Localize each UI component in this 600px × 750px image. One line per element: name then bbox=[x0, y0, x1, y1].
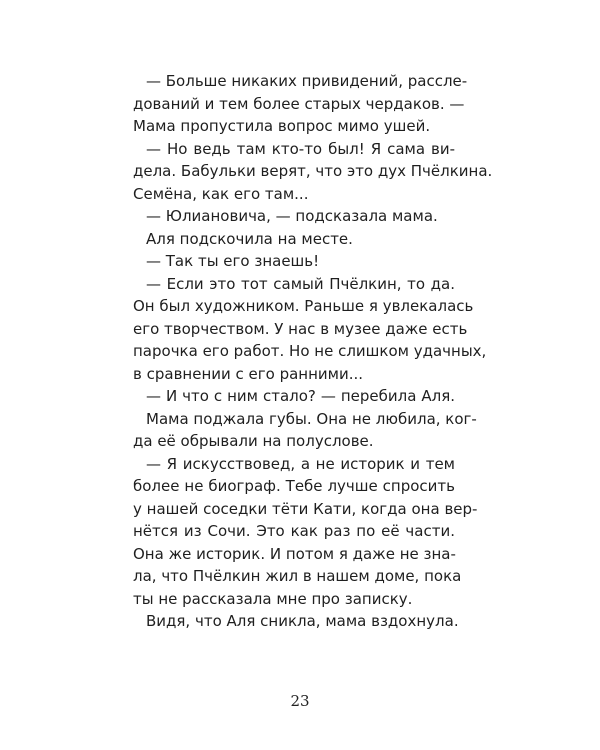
text-line: — Больше никаких привидений, рассле- bbox=[146, 72, 468, 90]
text-line: в сравнении с его ранними... bbox=[133, 364, 364, 383]
text-line: дований и тем более старых чердаков. — bbox=[133, 94, 465, 113]
text-line: его творчеством. У нас в музее даже есть bbox=[133, 319, 468, 338]
text-line: да её обрывали на полуслове. bbox=[133, 432, 374, 450]
text-line: у нашей соседки тёти Кати, когда она вер- bbox=[133, 499, 478, 518]
text-line: Мама пропустила вопрос мимо ушей. bbox=[133, 117, 431, 135]
text-line: — Если это тот самый Пчёлкин, то да. bbox=[146, 274, 455, 293]
text-line: Он был художником. Раньше я увлекалась bbox=[133, 297, 474, 315]
text-line: нётся из Сочи. Это как раз по её части. bbox=[133, 522, 455, 540]
text-line: Мама поджала губы. Она не любила, ког- bbox=[146, 409, 477, 428]
text-line: дела. Бабульки верят, что это дух Пчёлкина. bbox=[133, 162, 493, 180]
text-line: — Юлиановича, — подсказала мама. bbox=[146, 207, 438, 225]
text-line: — И что с ним стало? — перебила Аля. bbox=[146, 387, 455, 405]
text-line: — Я искусствовед, а не историк и тем bbox=[146, 454, 455, 473]
text-line: ты не рассказала мне про записку. bbox=[133, 589, 413, 608]
text-line: Аля подскочила на месте. bbox=[146, 229, 353, 248]
text-line: — Так ты его знаешь! bbox=[146, 252, 320, 270]
text-line: Видя, что Аля сникла, мама вздохнула. bbox=[146, 612, 459, 630]
text-line: более не биограф. Тебе лучше спросить bbox=[133, 477, 455, 495]
page-number: 23 bbox=[290, 692, 310, 710]
text-line: Она же историк. И потом я даже не зна- bbox=[133, 544, 456, 563]
text-line: ла, что Пчёлкин жил в нашем доме, пока bbox=[133, 567, 462, 585]
body-text bbox=[133, 70, 493, 633]
text-line: — Но ведь там кто-то был! Я сама ви- bbox=[146, 139, 455, 158]
text-line: парочка его работ. Но не слишком удачных, bbox=[133, 342, 487, 360]
text-line: Семёна, как его там... bbox=[133, 184, 309, 203]
